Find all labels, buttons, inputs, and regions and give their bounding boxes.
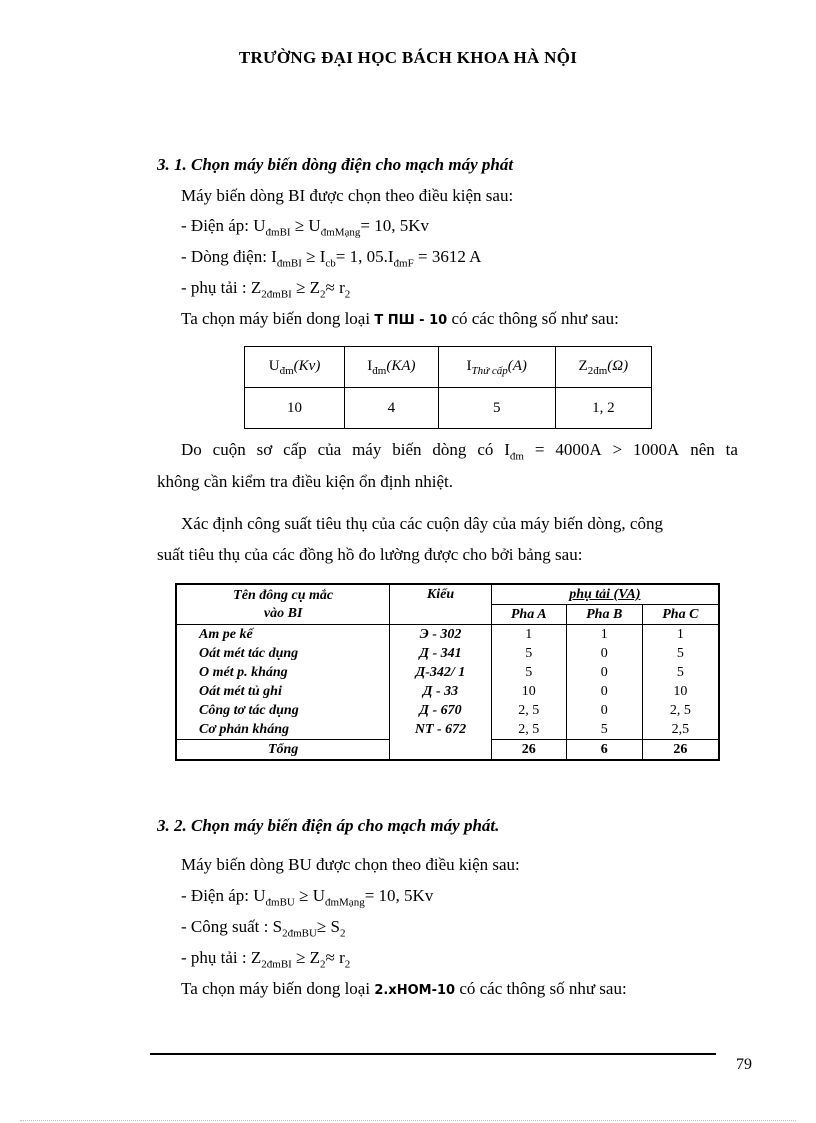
total-label: Tổng [176, 740, 390, 761]
page-header: TRƯỜNG ĐẠI HỌC BÁCH KHOA HÀ NỘI [238, 48, 578, 67]
instrument-name: Oát mét tủ ghi [176, 682, 390, 701]
instrument-type: Д - 670 [390, 701, 491, 720]
instrument-type: Д-342/ 1 [390, 663, 491, 682]
s1-choose-line: Ta chọn máy biến dong loại T ПШ - 10 có các thông số như sau: [181, 309, 619, 328]
s2-intro: Máy biến dòng BU được chọn theo điều kiện sau: [181, 855, 520, 874]
pha-c-value: 2,5 [642, 720, 719, 740]
s2-load-line: - phụ tải : $Z_{2đmBI} \ge Z_2\approx r_2$ [181, 948, 351, 971]
total-row [176, 740, 719, 761]
total-pha-a: 26 [491, 740, 566, 761]
s2-choose-line: Ta chọn máy biến dong loại 2.xHOM-10 có các thông số như sau: [181, 979, 627, 998]
page-bottom-divider [20, 1120, 796, 1121]
td-ithucap: 5 [438, 388, 555, 429]
instrument-name: Oát mét tác dụng [176, 644, 390, 663]
s1-para1-line2: không cần kiểm tra điều kiện ổn định nhiệt. [157, 472, 454, 491]
td-z2dm: 1, 2 [555, 388, 651, 429]
instrument-type: Д - 341 [390, 644, 491, 663]
pha-b-value: 0 [566, 663, 642, 682]
bi-spec-table [244, 346, 652, 429]
th-z2dm: $Z_{2đm}(\Omega)$ [555, 347, 651, 388]
pha-c-value: 10 [673, 684, 688, 699]
th-idm: $I_{đm}(KA)$ [345, 347, 439, 388]
th-pha-c: Pha C [642, 605, 719, 625]
th-load: phụ tải (VA) [491, 584, 719, 605]
pha-a-value: 2, 5 [491, 720, 566, 740]
instrument-type: Э - 302 [390, 625, 491, 645]
table-row [176, 625, 719, 645]
td-udm: 10 [245, 388, 345, 429]
table-row [176, 720, 719, 740]
s1-para2-line2: suất tiêu thụ của các đồng hồ đo lường được cho bởi bảng sau: [157, 545, 583, 564]
pha-b-value: 0 [566, 644, 642, 663]
s2-power-line: - Công suất : $S_{2đmBU}\ge S_2$ [181, 917, 346, 940]
total-type-empty [390, 740, 491, 761]
pha-b-value: 5 [566, 720, 642, 740]
pha-a-value: 10 [491, 682, 566, 701]
instrument-name: O mét p. kháng [176, 663, 390, 682]
pha-a-value: 1 [491, 625, 566, 645]
page-number: 79 [736, 1056, 752, 1073]
pha-c-value: 1 [676, 627, 684, 642]
instrument-name: Am pe kế [176, 625, 390, 645]
s1-para2-line1: Xác định công suất tiêu thụ của các cuộn dây của máy biến dòng, công [181, 514, 663, 533]
s1-intro: Máy biến dòng BI được chọn theo điều kiện sau: [181, 186, 514, 205]
table-row [176, 701, 719, 720]
s1-load-line: - phụ tải : $Z_{2đmBI} \ge Z_2\approx r_2$ [181, 278, 351, 301]
pha-c-value: 2, 5 [669, 703, 691, 718]
instrument-type: NT - 672 [390, 720, 491, 740]
section-3-1-title: 3. 1. Chọn máy biến dòng điện cho mạch máy phát [157, 155, 514, 174]
instrument-name: Cơ phản kháng [176, 720, 390, 740]
s1-voltage-line: - Điện áp: $U_{đmBI} \ge U_{đmMạng}= 10$, 5Kv [181, 216, 430, 239]
pha-a-value: 5 [491, 644, 566, 663]
total-pha-b: 6 [566, 740, 642, 761]
th-type: Kiểu [390, 584, 491, 625]
table-row [176, 644, 719, 663]
section-3-2-title: 3. 2. Chọn máy biến điện áp cho mạch máy phát. [157, 816, 500, 835]
th-ithucap: $I_{Thứ cấp}(A)$ [438, 347, 555, 388]
pha-b-value: 0 [566, 701, 642, 720]
pha-a-value: 2, 5 [491, 701, 566, 720]
s2-voltage-line: - Điện áp: $U_{đmBU} \ge U_{đmMạng}= 10$, 5Kv [181, 886, 434, 909]
s1-current-line: - Dòng điện: $I_{đmBI} \ge I_{cb}= 1$, $05.I_{đmF} = 3612$ A [181, 247, 482, 270]
th-instrument: Tên đông cụ mắc vào BI [176, 584, 390, 625]
th-pha-a: Pha A [491, 605, 566, 625]
total-pha-c: 26 [673, 742, 688, 757]
instrument-name: Công tơ tác dụng [176, 701, 390, 720]
pha-b-value: 0 [566, 682, 642, 701]
s1-para1-line1: Do cuộn sơ cấp của máy biến dòng có $I_{đm}$ = 4000A > 1000A nên ta [181, 440, 738, 463]
th-udm: $U_{đm}(Kv)$ [245, 347, 345, 388]
th-pha-b: Pha B [566, 605, 642, 625]
instrument-type: Д - 33 [390, 682, 491, 701]
table-row [176, 663, 719, 682]
pha-c-value: 5 [676, 646, 684, 661]
table-row [176, 682, 719, 701]
footer-rule [150, 1053, 716, 1055]
pha-a-value: 5 [491, 663, 566, 682]
pha-c-value: 5 [676, 665, 684, 680]
instrument-load-table [175, 583, 720, 761]
td-idm: 4 [345, 388, 439, 429]
pha-b-value: 1 [566, 625, 642, 645]
